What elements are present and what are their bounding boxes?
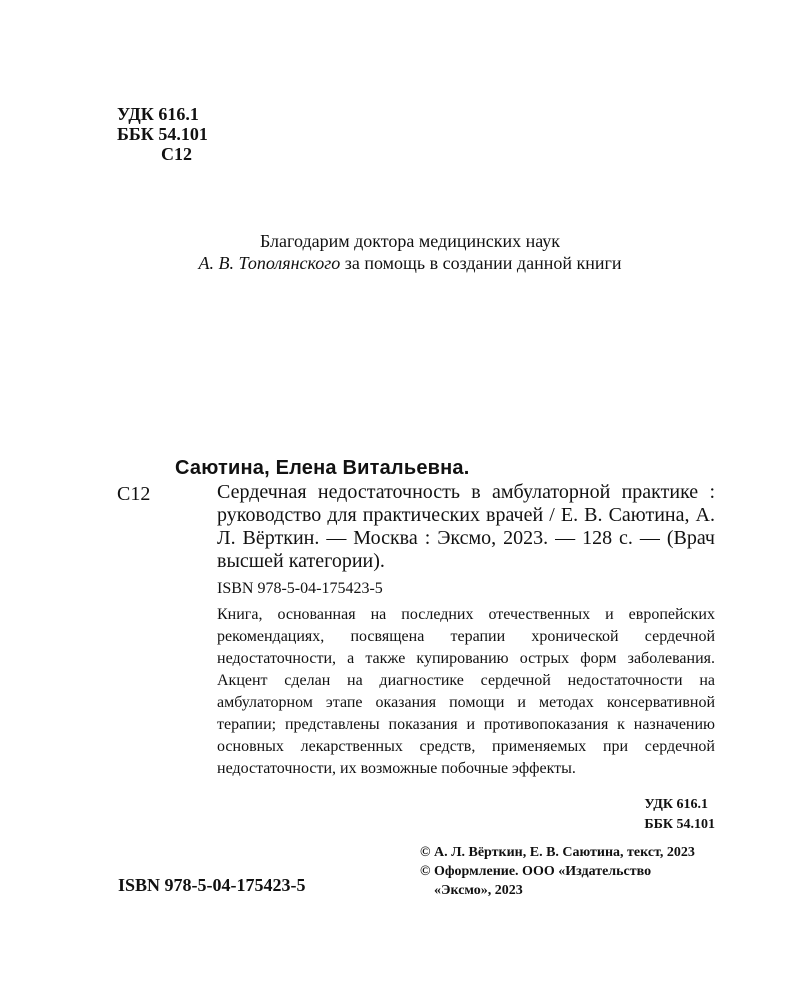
acknowledgement-line-2 — [120, 252, 700, 274]
copyright-line-3: «Эксмо», 2023 — [434, 883, 523, 898]
classification-right — [644, 795, 715, 835]
record-author: Саютина, Елена Витальевна. — [175, 457, 470, 479]
acknowledgement-line-1: Благодарим доктора медицинских наук — [259, 231, 561, 251]
record-body: Сердечная недостаточность в амбулаторной практике : руководство для практических врачей / Е. В. Саютина, А. Л. Вёрткин. — Москва : Эксмо, 2023. — 128 с. — (Врач высшей категории). — [217, 481, 715, 572]
copyright-line-2: © Оформление. ООО «Издательство — [420, 864, 652, 879]
isbn-bottom: ISBN 978-5-04-175423-5 — [118, 875, 306, 895]
bibliographic-record — [175, 481, 715, 573]
bbk-code-right: ББК 54.101 — [644, 817, 715, 832]
annotation-text: Книга, основанная на последних отечественных и европейских рекомендациях, посвящена терапии хронической сердечной недостаточности, а также купированию острых форм заболевания. Акцент сделан на диагностике сердечной недостаточности на амбулаторном этапе оказания помощи и методах консервативной терапии; представлены показания и противопоказания к назначению основных лекарственных средств, применяемых при сердечной недостаточности, их возможные побочные эффекты. — [217, 606, 715, 777]
bbk-code: ББК 54.101 — [117, 124, 208, 144]
record-isbn: ISBN 978-5-04-175423-5 — [217, 580, 383, 597]
udk-code: УДК 616.1 — [117, 104, 199, 124]
acknowledged-person: А. В. Тополянского — [198, 253, 341, 273]
udk-code-right: УДК 616.1 — [644, 797, 708, 812]
classification-block — [117, 104, 208, 164]
record-author-mark: С12 — [117, 483, 151, 505]
copyright-line-1: © А. Л. Вёрткин, Е. В. Саютина, текст, 2023 — [420, 845, 695, 860]
annotation — [175, 604, 715, 780]
acknowledgement-line-2-rest: за помощь в создании данной книги — [340, 253, 622, 273]
author-mark: С12 — [161, 144, 192, 164]
acknowledgement — [120, 230, 700, 274]
copyright-block — [420, 843, 695, 900]
